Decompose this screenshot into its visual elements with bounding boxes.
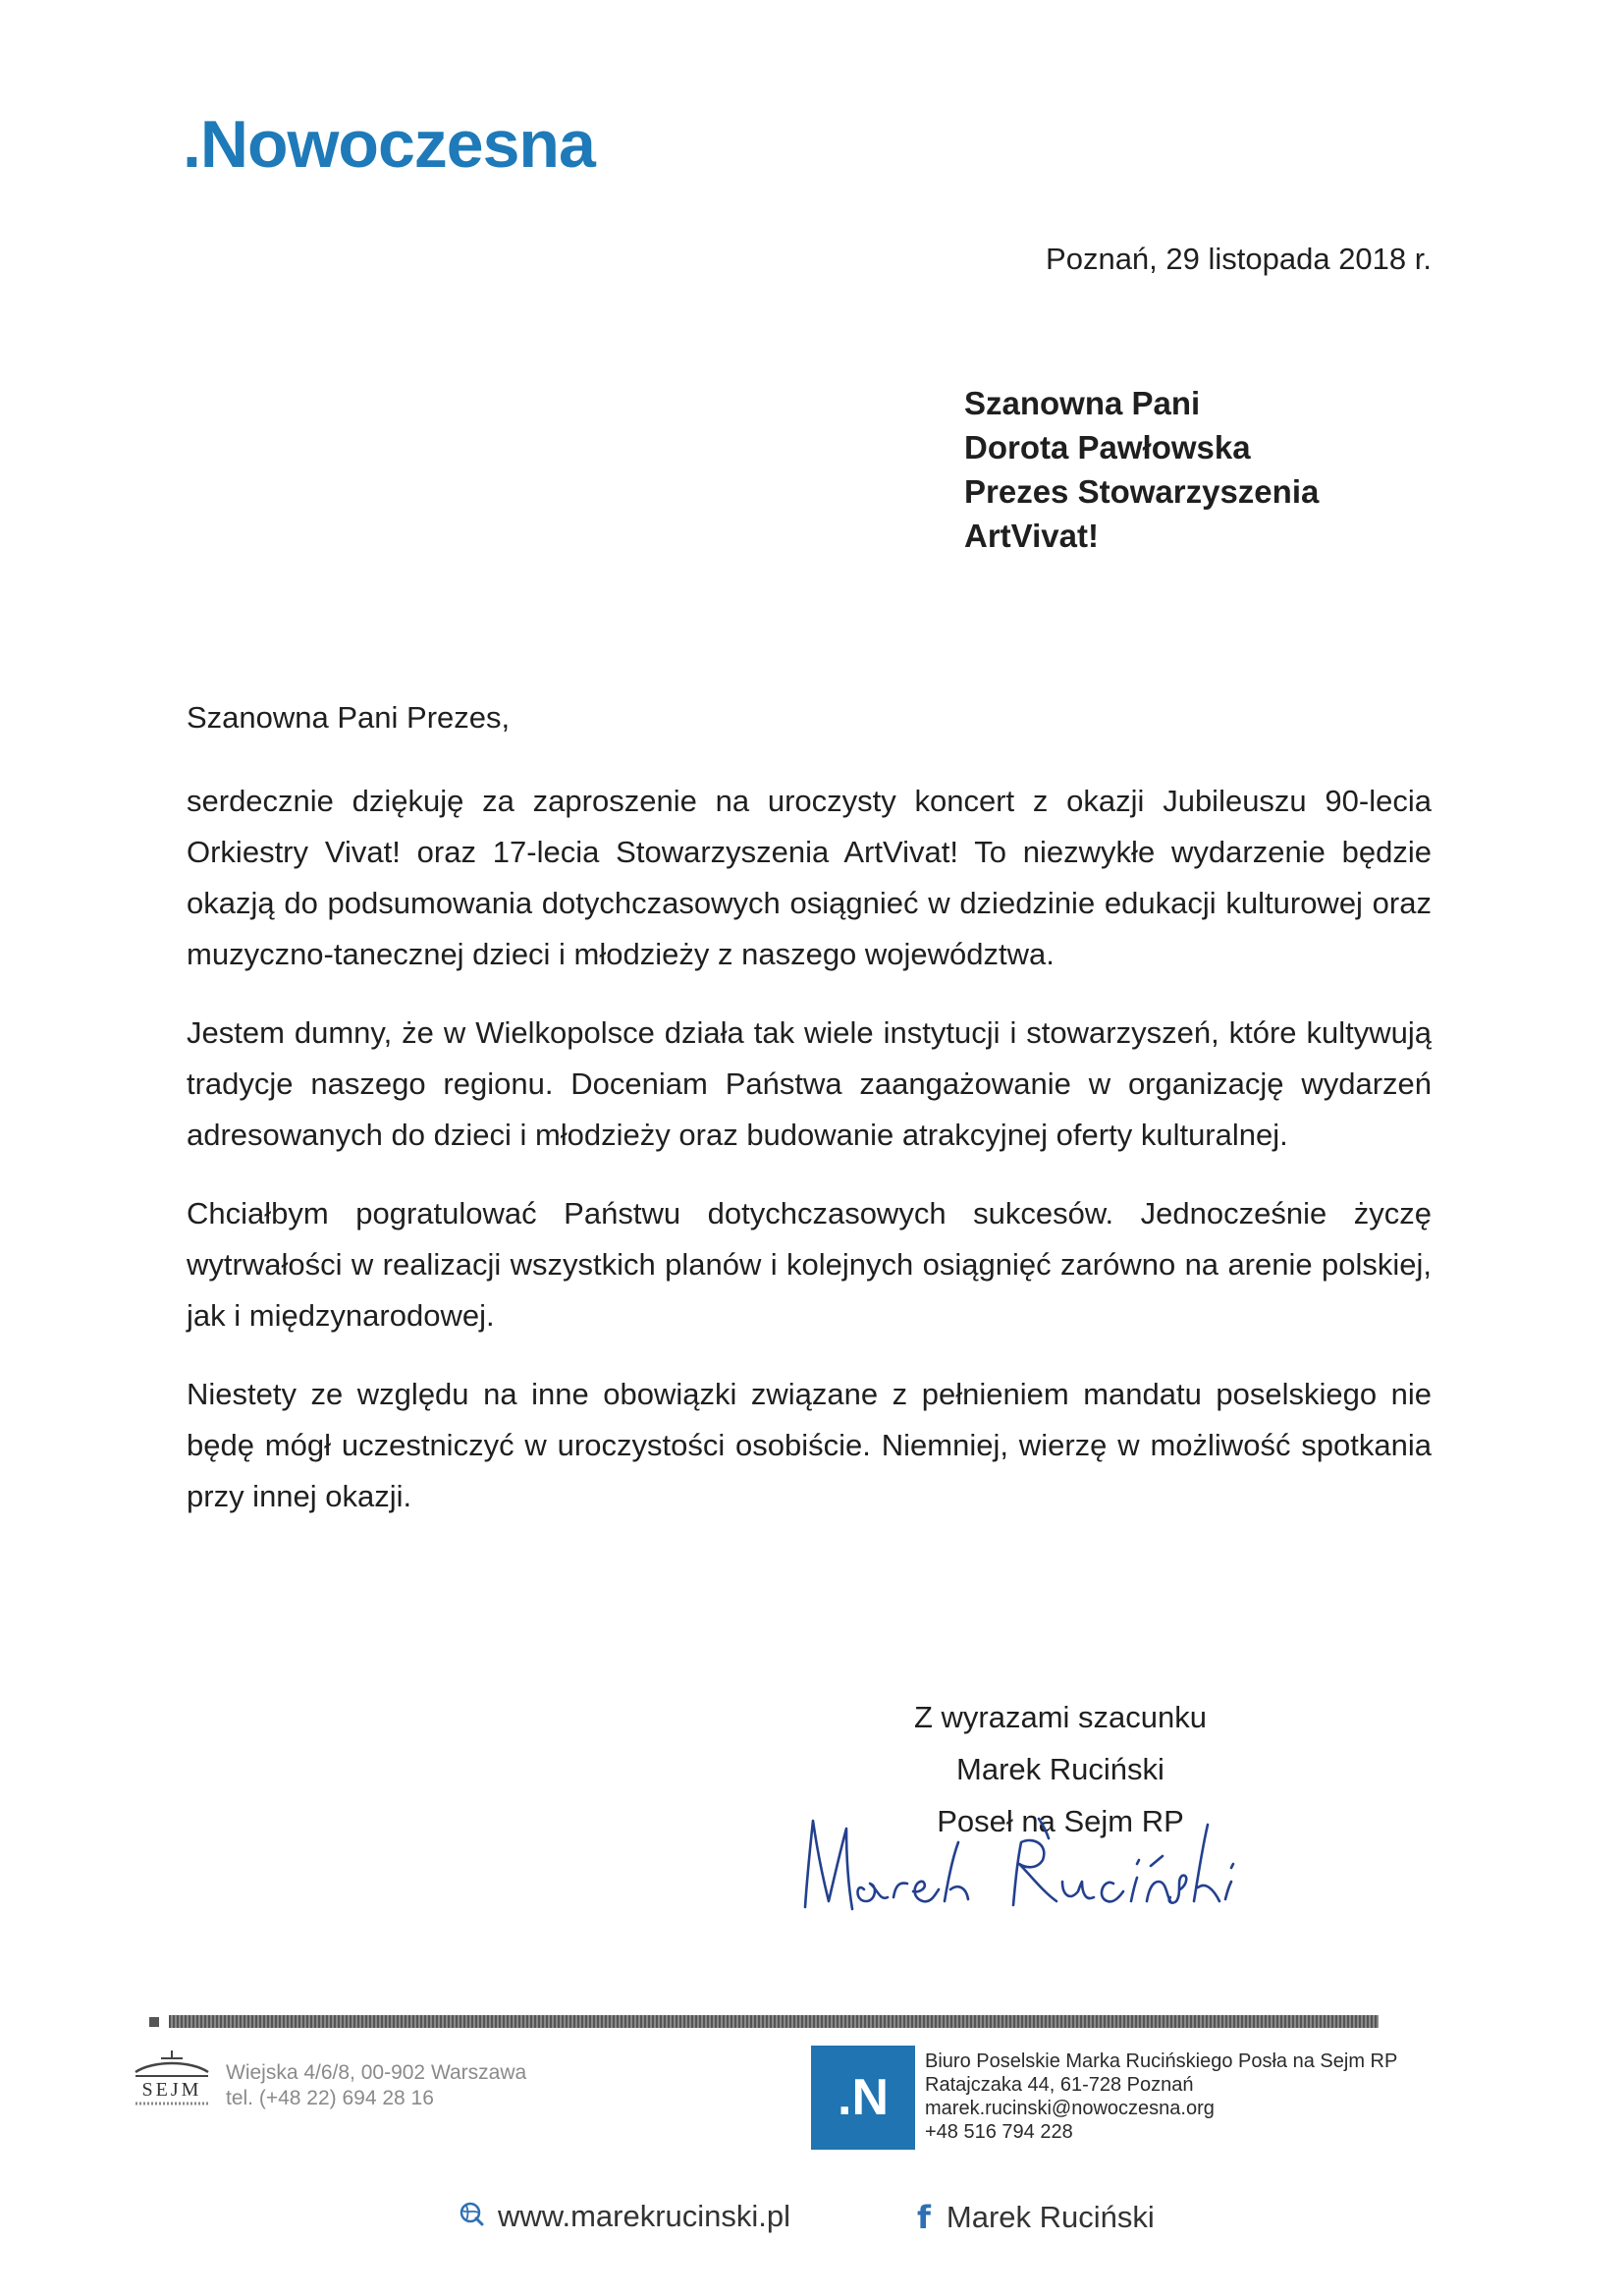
- sejm-address-block: [226, 2060, 526, 2111]
- handwritten-signature: [785, 1799, 1335, 1927]
- office-address-block: [925, 2050, 1397, 2144]
- date-line: Poznań, 29 listopada 2018 r.: [1046, 242, 1432, 276]
- recipient-line: Prezes Stowarzyszenia: [964, 473, 1320, 510]
- letter-body: [187, 776, 1432, 1550]
- office-email: marek.rucinski@nowoczesna.org: [925, 2098, 1215, 2119]
- paragraph: Niestety ze względu na inne obowiązki związane z pełnieniem mandatu poselskiego nie będę mógł uczestniczyć w uroczystości osobiście. Niemniej, wierzę w możliwość spotkania przy innej okazji.: [187, 1377, 1432, 1513]
- recipient-line: ArtVivat!: [964, 518, 1099, 554]
- nowoczesna-badge-icon: .N: [811, 2046, 915, 2150]
- office-street: Ratajczaka 44, 61-728 Poznań: [925, 2074, 1194, 2096]
- sejm-logo-text: SEJM: [141, 2079, 202, 2101]
- recipient-block: [964, 381, 1319, 558]
- signer-name: Marek Ruciński: [956, 1752, 1164, 1786]
- website-link[interactable]: [459, 2199, 790, 2234]
- closing-line: Z wyrazami szacunku: [913, 1700, 1208, 1734]
- facebook-name: Marek Ruciński: [946, 2200, 1155, 2234]
- recipient-line: Dorota Pawłowska: [964, 429, 1251, 465]
- office-name: Biuro Poselskie Marka Rucińskiego Posła na Sejm RP: [925, 2050, 1398, 2072]
- facebook-link[interactable]: [917, 2199, 1155, 2236]
- website-url: www.marekrucinski.pl: [498, 2199, 791, 2233]
- sejm-address: Wiejska 4/6/8, 00-902 Warszawa: [226, 2061, 527, 2084]
- nowoczesna-logo: .Nowoczesna: [183, 107, 595, 182]
- office-phone: +48 516 794 228: [925, 2121, 1073, 2143]
- signer-title: Poseł na Sejm RP: [937, 1804, 1184, 1838]
- divider-bar: [169, 2015, 1379, 2028]
- sejm-logo-icon: [118, 2047, 226, 2115]
- recipient-line: Szanowna Pani: [964, 385, 1201, 421]
- sejm-phone: tel. (+48 22) 694 28 16: [226, 2087, 434, 2109]
- globe-icon: [459, 2199, 484, 2234]
- divider-dot: [149, 2017, 159, 2027]
- paragraph: serdecznie dziękuję za zaproszenie na uroczysty koncert z okazji Jubileuszu 90-lecia Orkiestry Vivat! oraz 17-lecia Stowarzyszenia ArtVivat! To niezwykłe wydarzenie będzie okazją do podsumowania dotychczasowych osiągnieć w dziedzinie edukacji kulturowej oraz muzyczno-tanecznej dzieci i młodzieży z naszego województwa.: [187, 784, 1432, 971]
- paragraph: Jestem dumny, że w Wielkopolsce działa tak wiele instytucji i stowarzyszeń, które kultywują tradycje naszego regionu. Doceniam Państwa zaangażowanie w organizację wydarzeń adresowanych do dzieci i młodzieży oraz budowanie atrakcyjnej oferty kulturalnej.: [187, 1015, 1432, 1152]
- salutation: Szanowna Pani Prezes,: [187, 700, 511, 735]
- facebook-icon: f: [917, 2199, 931, 2236]
- paragraph: Chciałbym pogratulować Państwu dotychczasowych sukcesów. Jednocześnie życzę wytrwałości w realizacji wszystkich planów i kolejnych osiągnięć zarówno na arenie polskiej, jak i międzynarodowej.: [187, 1196, 1432, 1333]
